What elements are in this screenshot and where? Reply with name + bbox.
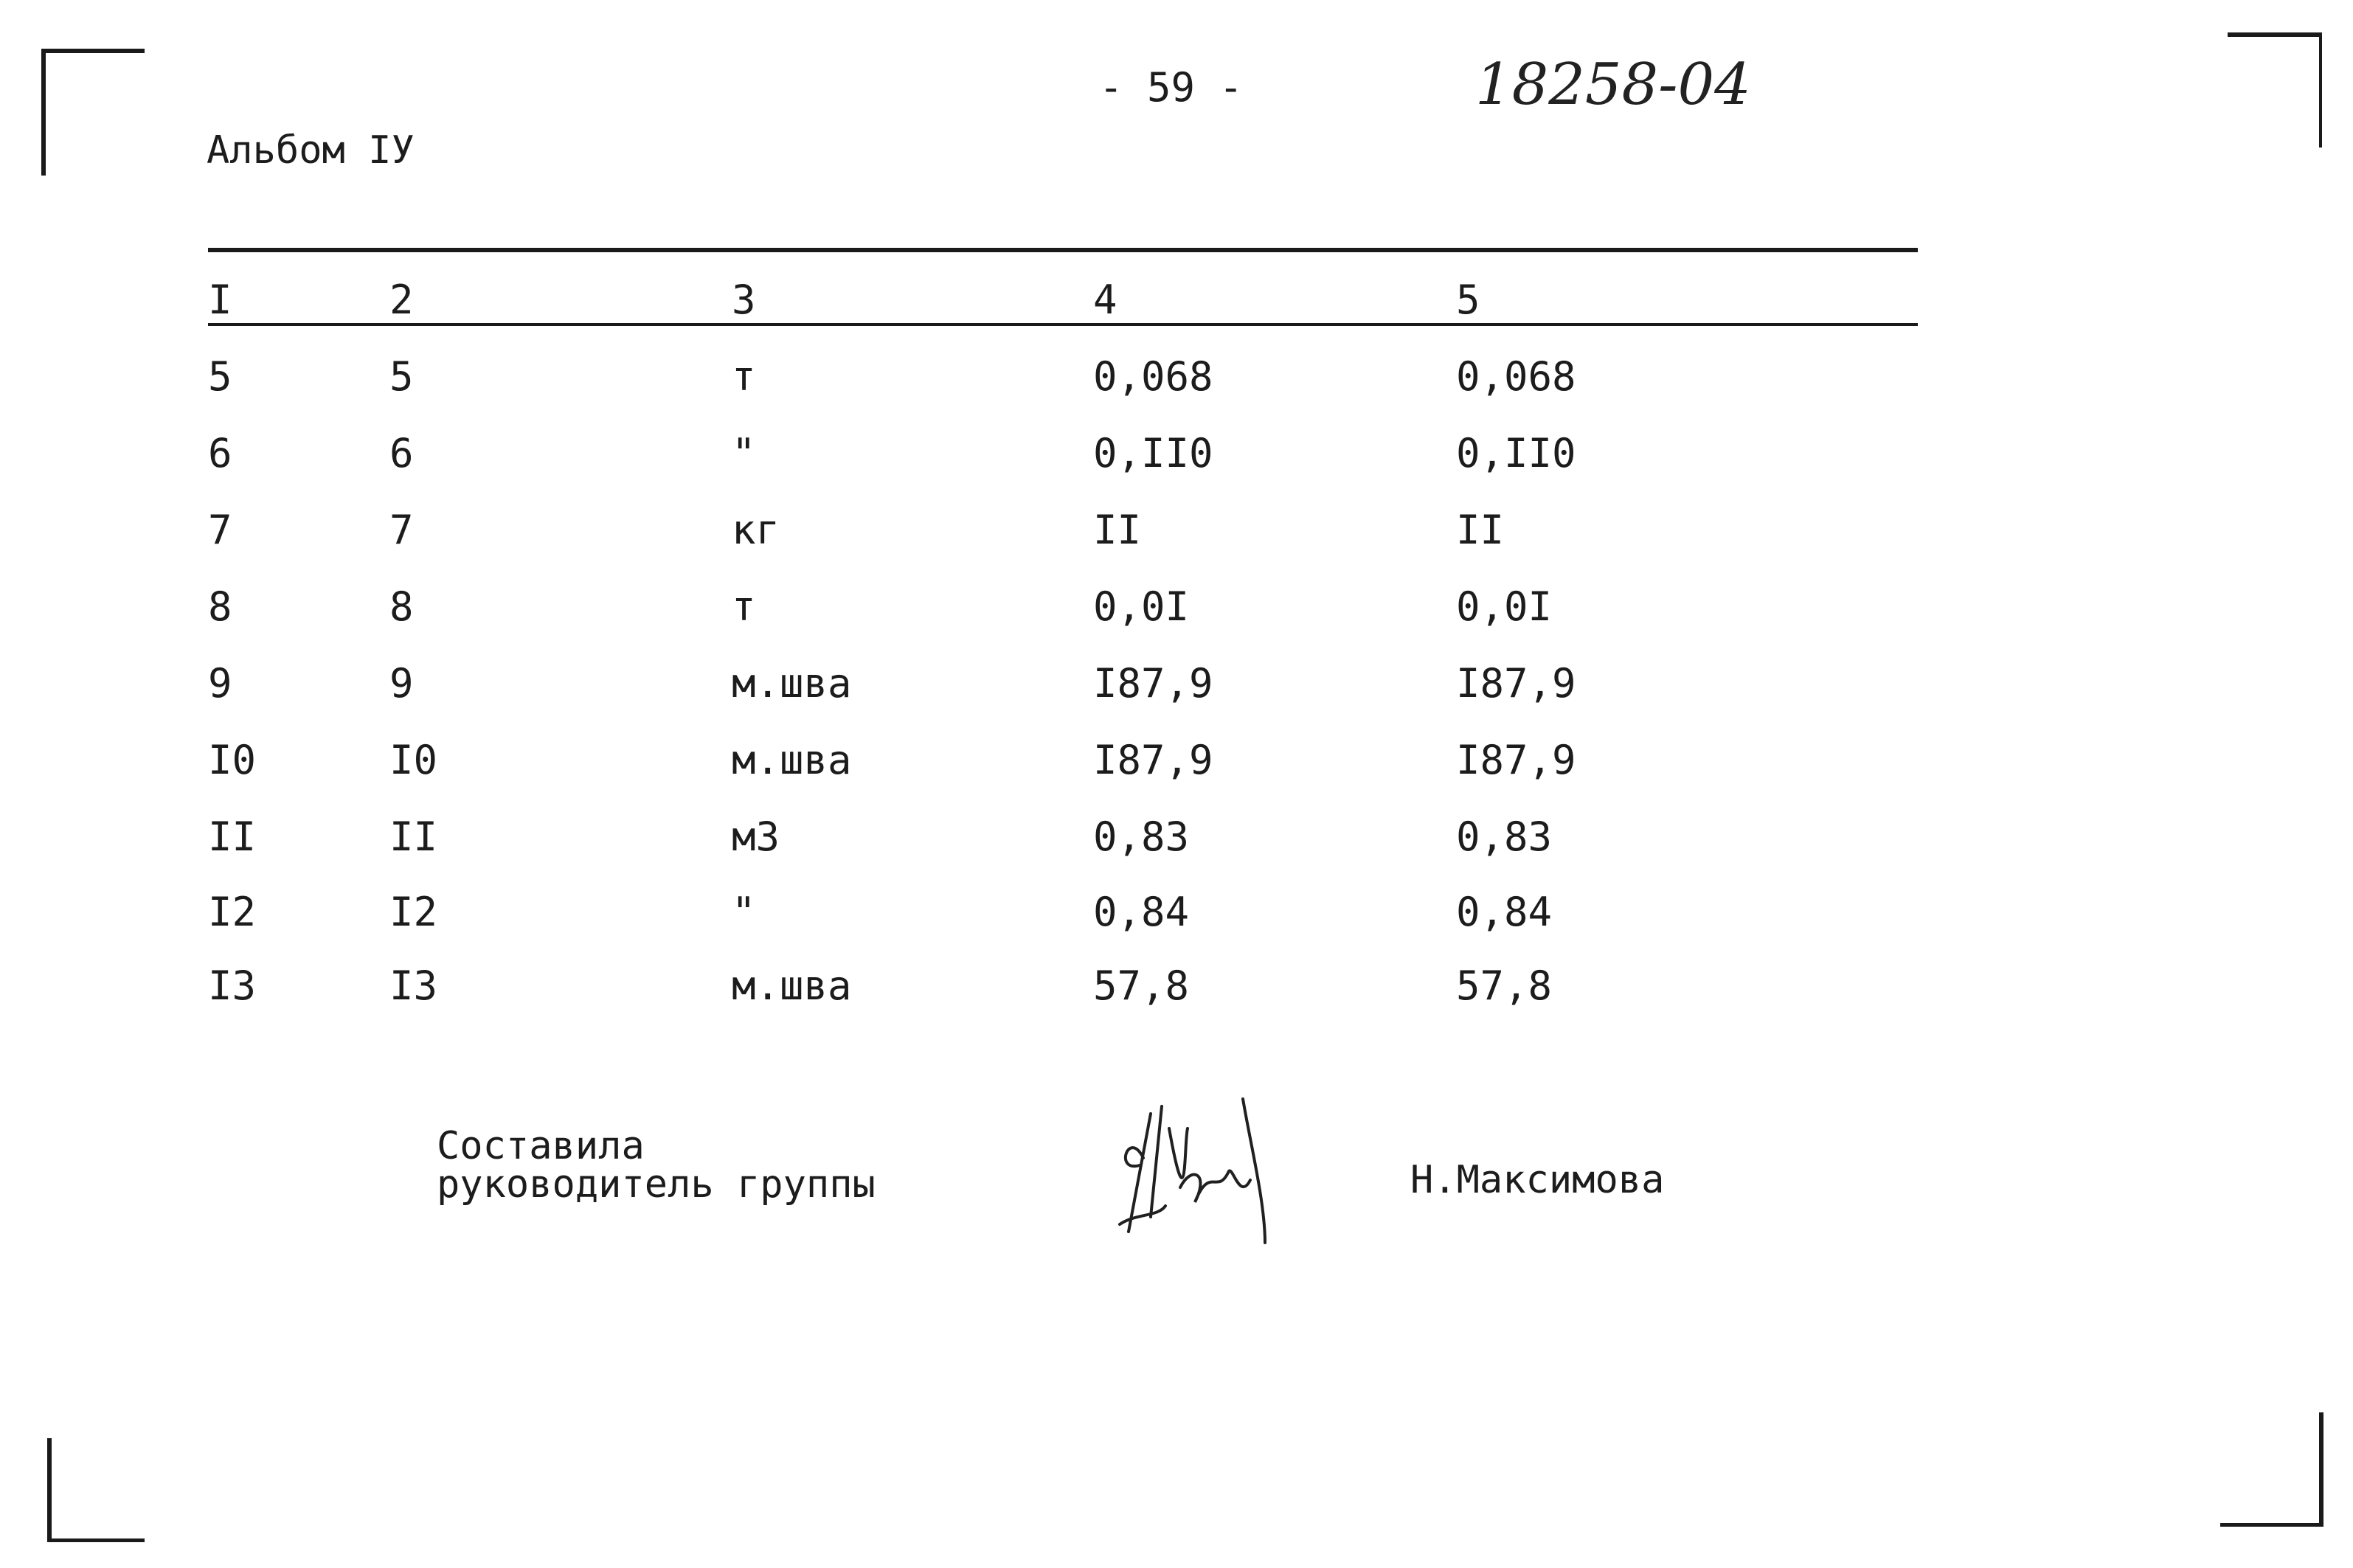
- table-cell: 0,84: [1456, 889, 1553, 935]
- compiler-label-line1: Составила: [437, 1124, 645, 1168]
- compiler-label: [437, 1124, 953, 1207]
- table-cell: II: [1093, 507, 1142, 553]
- table-cell: I3: [389, 962, 438, 1009]
- table-cell: 0,0I: [1093, 583, 1190, 630]
- compiler-label-line2: руководитель группы: [437, 1162, 876, 1207]
- table-row: [208, 962, 1918, 1018]
- table-cell: II: [389, 814, 438, 860]
- column-header: 4: [1093, 277, 1117, 323]
- table-cell: 57,8: [1456, 962, 1553, 1009]
- table-cell: 0,83: [1456, 814, 1553, 860]
- table-cell: I87,9: [1093, 737, 1213, 783]
- table-cell: ": [732, 889, 756, 935]
- table-cell: т: [732, 583, 756, 630]
- table-row: [208, 660, 1918, 715]
- table-row: [208, 889, 1918, 944]
- corner-mark-top-left: [41, 49, 145, 176]
- table-cell: II: [208, 814, 257, 860]
- table-cell: 7: [208, 507, 232, 553]
- table-row: [208, 507, 1918, 562]
- table-cell: I87,9: [1456, 737, 1576, 783]
- table-row: [208, 583, 1918, 639]
- signer-name: Н.Максимова: [1410, 1158, 1665, 1202]
- table-cell: 6: [389, 430, 414, 476]
- table-row: [208, 737, 1918, 792]
- table-top-rule: [208, 248, 1918, 252]
- table-cell: 6: [208, 430, 232, 476]
- table-row: [208, 814, 1918, 869]
- corner-mark-bottom-right: [2220, 1412, 2323, 1527]
- table-cell: 0,0I: [1456, 583, 1553, 630]
- page-number: - 59 -: [1099, 64, 1244, 111]
- handwritten-signature: [1099, 1084, 1283, 1254]
- table-cell: 57,8: [1093, 962, 1190, 1009]
- table-header-row: [208, 277, 1918, 332]
- column-header: I: [208, 277, 232, 323]
- table-cell: м3: [732, 814, 780, 860]
- table-cell: 9: [389, 660, 414, 707]
- table-cell: 0,84: [1093, 889, 1190, 935]
- corner-mark-top-right: [2228, 32, 2322, 148]
- table-cell: 8: [208, 583, 232, 630]
- table-cell: 0,83: [1093, 814, 1190, 860]
- column-header: 5: [1456, 277, 1480, 323]
- table-cell: м.шва: [732, 660, 852, 707]
- table-cell: 0,068: [1093, 353, 1213, 400]
- table-cell: 0,068: [1456, 353, 1576, 400]
- table-cell: 5: [208, 353, 232, 400]
- table-cell: 0,II0: [1093, 430, 1213, 476]
- table-cell: I2: [208, 889, 257, 935]
- table-cell: м.шва: [732, 737, 852, 783]
- column-header: 2: [389, 277, 414, 323]
- table-cell: кг: [732, 507, 780, 553]
- album-label: Альбом IУ: [207, 128, 415, 173]
- table-cell: I0: [208, 737, 257, 783]
- document-number: 18258-04: [1475, 52, 1751, 118]
- table-cell: ": [732, 430, 756, 476]
- corner-mark-bottom-left: [47, 1438, 145, 1542]
- table-cell: I87,9: [1093, 660, 1213, 707]
- table-cell: I87,9: [1456, 660, 1576, 707]
- table-cell: т: [732, 353, 756, 400]
- table-row: [208, 430, 1918, 485]
- column-header: 3: [732, 277, 756, 323]
- table-cell: I0: [389, 737, 438, 783]
- table-cell: 5: [389, 353, 414, 400]
- table-cell: 7: [389, 507, 414, 553]
- table-cell: II: [1456, 507, 1505, 553]
- table-cell: I3: [208, 962, 257, 1009]
- table-cell: 0,II0: [1456, 430, 1576, 476]
- table-cell: 9: [208, 660, 232, 707]
- table-cell: м.шва: [732, 962, 852, 1009]
- table-cell: 8: [389, 583, 414, 630]
- table-row: [208, 353, 1918, 409]
- table-cell: I2: [389, 889, 438, 935]
